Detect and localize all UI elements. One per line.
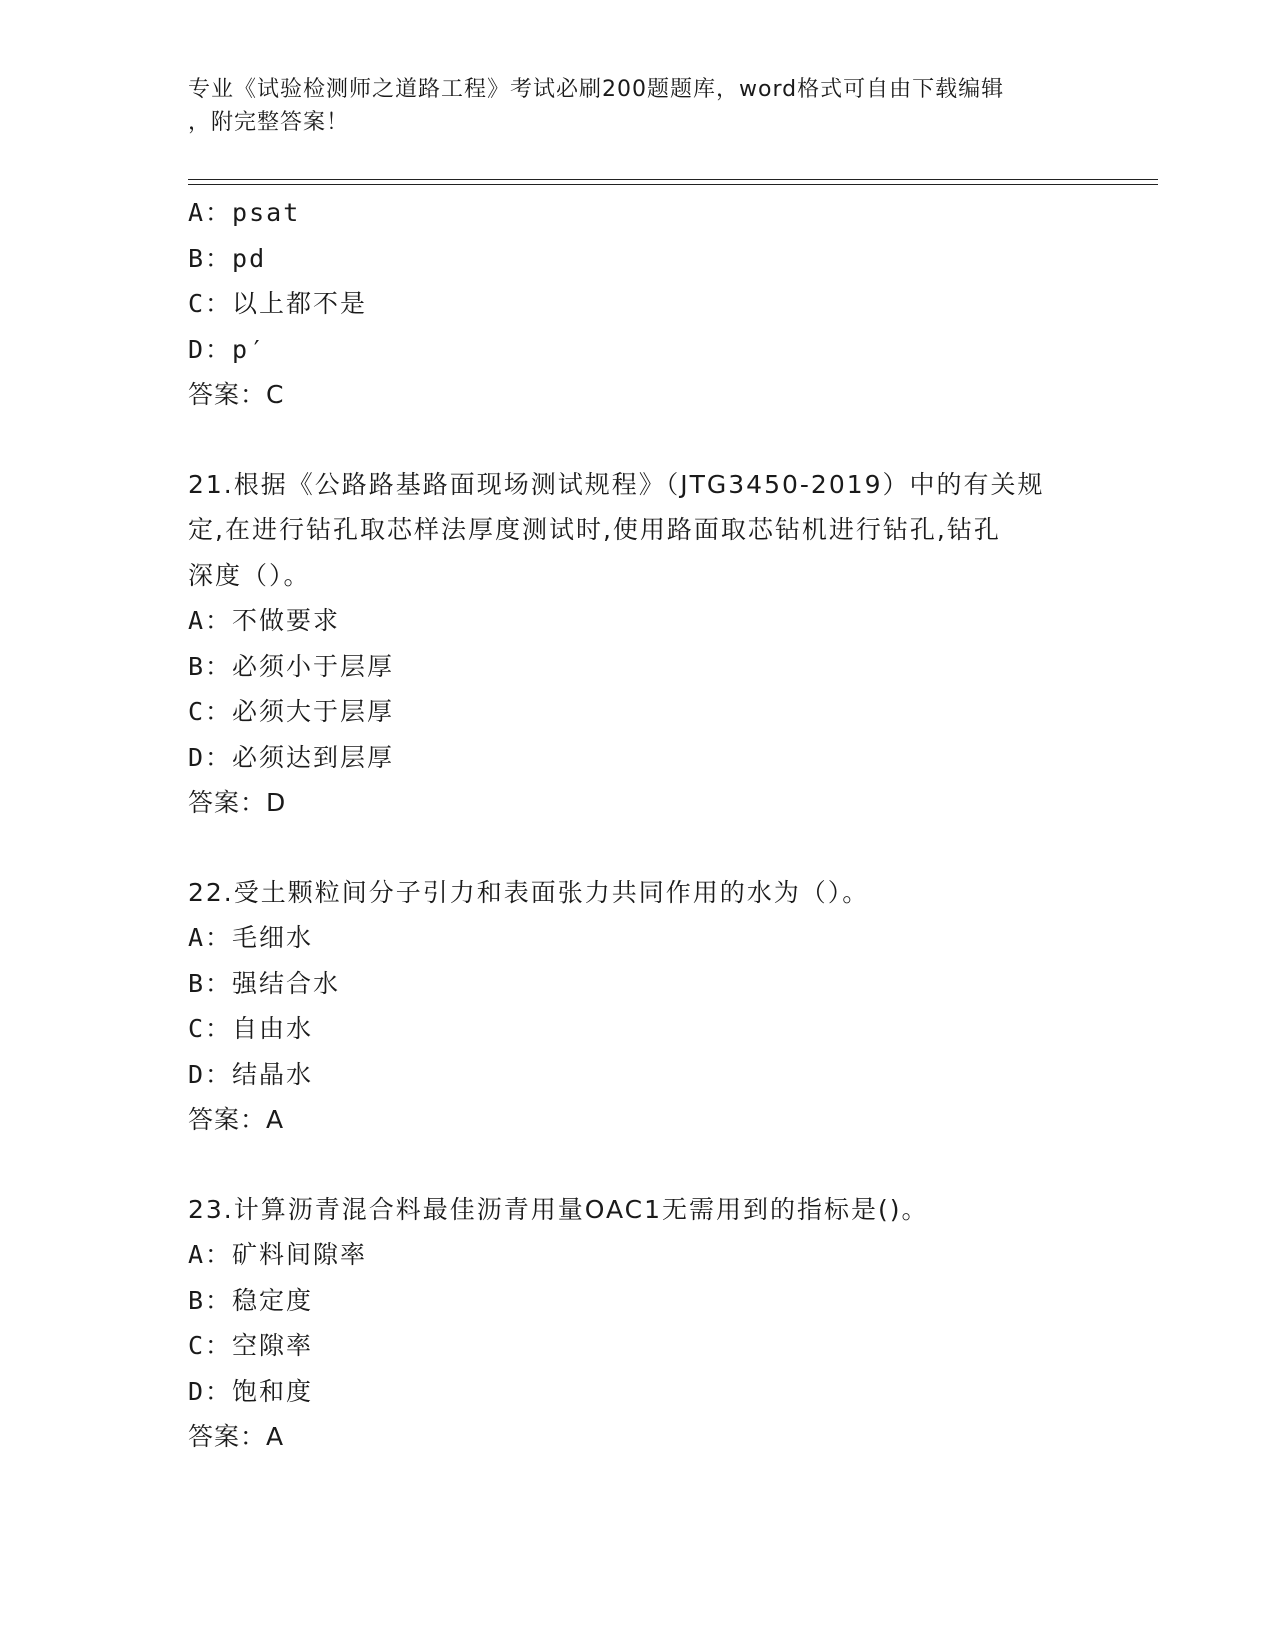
answer: 答案：C — [188, 380, 285, 409]
header-divider-top — [188, 179, 1158, 180]
option-a: A：矿料间隙率 — [188, 1240, 368, 1269]
option-d: D：饱和度 — [188, 1376, 314, 1406]
header-divider-bottom — [188, 184, 1158, 185]
question-block-21 — [188, 462, 1088, 826]
option-c: C：必须大于层厚 — [188, 697, 395, 726]
option-a: A：不做要求 — [188, 606, 341, 635]
question-title-line: 深度（）。 — [188, 560, 311, 590]
question-title-line: 23.计算沥青混合料最佳沥青用量OAC1无需用到的指标是()。 — [188, 1194, 929, 1224]
prev-question-block — [188, 190, 1088, 418]
option-b: B：pd — [188, 243, 267, 273]
option-d: D：p′ — [188, 334, 267, 364]
option-b: B：强结合水 — [188, 968, 341, 998]
question-title-line: 21.根据《公路路基路面现场测试规程》（JTG3450-2019）中的有关规 — [188, 469, 1045, 499]
question-content — [188, 190, 1088, 1460]
header-title-line2: ，附完整答案！ — [188, 110, 350, 135]
option-d: D：结晶水 — [188, 1059, 314, 1089]
question-block-23 — [188, 1187, 1088, 1460]
answer: 答案：D — [188, 788, 287, 817]
question-title-line: 22.受土颗粒间分子引力和表面张力共同作用的水为（）。 — [188, 877, 870, 907]
option-c: C：自由水 — [188, 1014, 314, 1043]
question-block-22 — [188, 870, 1088, 1143]
option-b: B：必须小于层厚 — [188, 651, 395, 681]
option-d: D：必须达到层厚 — [188, 742, 395, 772]
answer: 答案：A — [188, 1105, 285, 1134]
option-a: A：psat — [188, 198, 301, 227]
option-c: C：空隙率 — [188, 1331, 314, 1360]
document-header — [188, 73, 1068, 139]
question-title-line: 定,在进行钻孔取芯样法厚度测试时,使用路面取芯钻机进行钻孔,钻孔 — [188, 515, 1001, 544]
answer: 答案：A — [188, 1422, 285, 1451]
option-b: B：稳定度 — [188, 1285, 314, 1315]
option-c: C：以上都不是 — [188, 289, 368, 318]
header-title-line1: 专业《试验检测师之道路工程》考试必刷200题题库，word格式可自由下载编辑 — [188, 77, 1005, 102]
option-a: A：毛细水 — [188, 923, 314, 952]
